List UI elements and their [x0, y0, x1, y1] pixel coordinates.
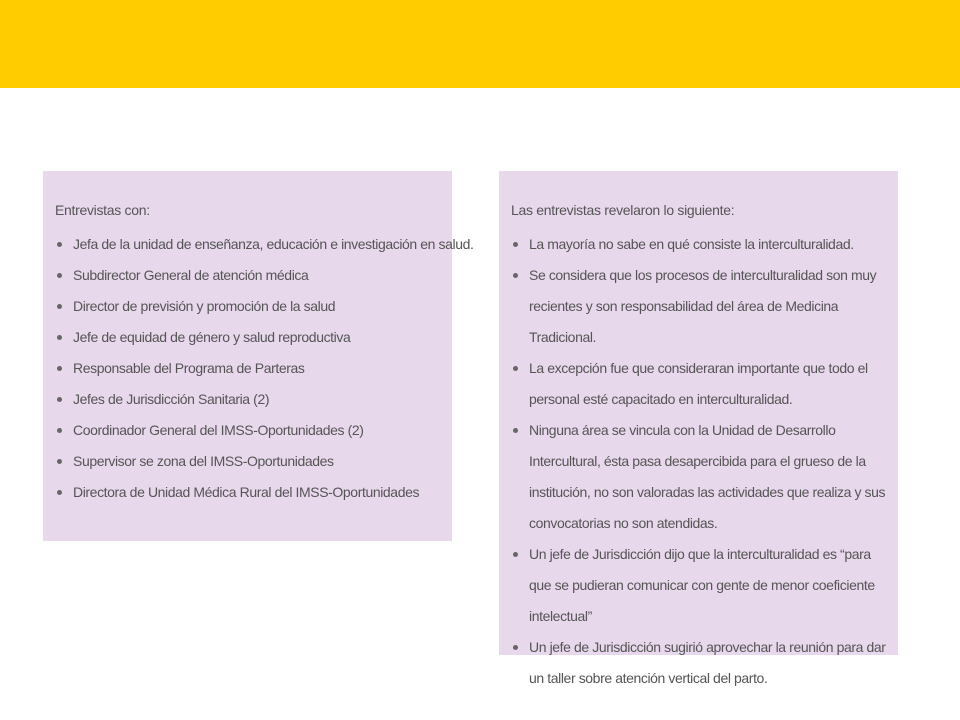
list-item-text: Supervisor se zona del IMSS-Oportunidades [73, 453, 334, 469]
list-item-text: Un jefe de Jurisdicción dijo que la interculturalidad es “para que se pudieran comunicar con gente de menor coeficiente intelectual” [529, 546, 875, 624]
findings-list [511, 229, 890, 694]
bullet-icon [513, 552, 518, 557]
bullet-icon [513, 366, 518, 371]
bullet-icon [513, 428, 518, 433]
bullet-icon [57, 335, 62, 340]
findings-panel [499, 171, 898, 686]
bullet-icon [57, 366, 62, 371]
interviews-list [55, 229, 474, 508]
list-item [55, 291, 444, 322]
bullet-icon [57, 242, 62, 247]
list-item-text: Subdirector General de atención médica [73, 267, 309, 283]
bullet-icon [57, 490, 62, 495]
interviews-panel [43, 171, 474, 541]
list-item [511, 353, 890, 415]
list-item-text: Coordinador General del IMSS-Oportunidades (2) [73, 422, 364, 438]
list-item [55, 353, 444, 384]
list-item-text: Jefes de Jurisdicción Sanitaria (2) [73, 391, 270, 407]
list-item-text: Jefe de equidad de género y salud reproductiva [73, 329, 351, 345]
list-item-text: Director de previsión y promoción de la salud [73, 298, 336, 314]
list-item [55, 446, 444, 477]
list-item-text: Directora de Unidad Médica Rural del IMSS-Oportunidades [73, 484, 420, 500]
list-item-text: Responsable del Programa de Parteras [73, 360, 305, 376]
list-item [511, 632, 890, 694]
list-item [55, 477, 444, 508]
list-item [511, 415, 890, 539]
bullet-icon [513, 645, 518, 650]
list-item [511, 260, 890, 353]
bullet-icon [57, 273, 62, 278]
bullet-icon [57, 397, 62, 402]
list-item-text: La excepción fue que consideraran importante que todo el personal esté capacitado en interculturalidad. [529, 360, 868, 407]
top-banner [0, 0, 960, 88]
list-item-text: La mayoría no sabe en qué consiste la interculturalidad. [529, 236, 854, 252]
list-item [511, 229, 890, 260]
bullet-icon [513, 273, 518, 278]
list-item [55, 322, 444, 353]
list-item-text: Un jefe de Jurisdicción sugirió aprovechar la reunión para dar un taller sobre atención vertical del parto. [529, 639, 886, 686]
list-item [55, 415, 444, 446]
list-item-text: Jefa de la unidad de enseñanza, educación e investigación en salud. [73, 236, 474, 252]
list-item [55, 260, 444, 291]
bullet-icon [57, 428, 62, 433]
bullet-icon [57, 459, 62, 464]
list-item [511, 539, 890, 632]
list-item-text: Se considera que los procesos de interculturalidad son muy recientes y son responsabilidad del área de Medicina Tradicional. [529, 267, 877, 345]
bullet-icon [57, 304, 62, 309]
list-item [55, 384, 444, 415]
findings-heading: Las entrevistas revelaron lo siguiente: [511, 202, 735, 218]
list-item-text: Ninguna área se vincula con la Unidad de Desarrollo Intercultural, ésta pasa desapercibida para el grueso de la institución, no son valoradas las actividades que realiza y sus convocatorias no son atendidas. [529, 422, 886, 531]
interviews-heading: Entrevistas con: [55, 202, 150, 218]
bullet-icon [513, 242, 518, 247]
list-item [55, 229, 474, 260]
